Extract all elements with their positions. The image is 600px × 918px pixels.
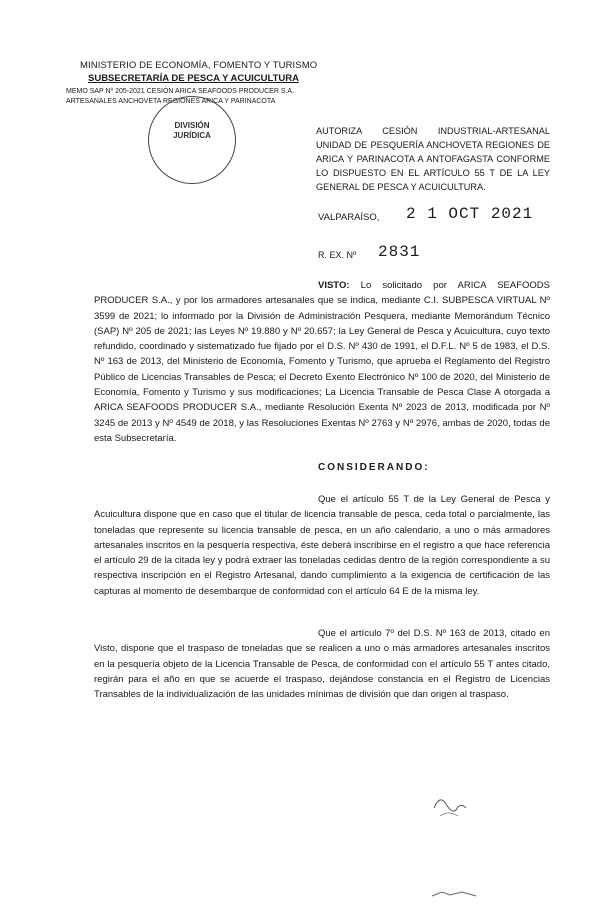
visto-paragraph <box>94 278 550 446</box>
resolution-number-label: R. EX. Nº <box>318 250 357 260</box>
memo-line-2: ARTESANALES ANCHOVETA REGIONES ARICA Y PARINACOTA <box>66 98 276 105</box>
ministry-name: MINISTERIO DE ECONOMÍA, FOMENTO Y TURISMO <box>80 60 318 71</box>
place-label: VALPARAÍSO, <box>318 212 380 223</box>
resolution-date: 2 1 OCT 2021 <box>406 205 534 223</box>
stamp-line-2: JURÍDICA <box>173 131 211 140</box>
stamp-line-1: DIVISIÓN <box>174 121 210 130</box>
scan-mark <box>430 888 490 900</box>
visto-text: Lo solicitado por ARICA SEAFOODS PRODUCER S.A., y por los armadores artesanales que se indica, mediante C.I. SUBPESCA VIRTUAL Nº 3599 de 2021; lo informado por la División de Administración Pesquera, mediante Memorándum Técnico (SAP) Nº 205 de 2021; las Leyes Nº 19.880 y Nº 20.657; la Ley General de Pesca y Acuicultura, cuyo texto refundido, coordinado y sistematizado fue fijado por el D.S. Nº 430 de 1991, el D.F.L. Nº 5 de 1983, el D.S. Nº 163 de 2013, del Ministerio de Economía, Fomento y Turismo, que aprueba el Reglamento del Registro Público de Licencias Transables de Pesca; el Decreto Exento Electrónico Nº 100 de 2020, del Ministerio de Economía, Fomento y Turismo y sus modificaciones; La Licencia Transable de Pesca Clase A otorgada a ARICA SEAFOODS PRODUCER S.A., mediante Resolución Exenta Nº 2023 de 2013, modificada por Nº 3245 de 2013 y Nº 4549 de 2018, y las Resoluciones Exentas Nº 2763 y Nº 2976, ambas de 2020, todas de esta Subsecretaría. <box>94 280 551 444</box>
initials-signature-mark <box>430 788 470 824</box>
considerando-paragraph-2: Que el artículo 7º del D.S. Nº 163 de 2013, citado en Visto, dispone que el traspaso de toneladas que se realicen a uno o más armadores artesanales inscritos en la pesquería objeto de la Licencia Transable de Pesca, de conformidad con el artículo 55 T antes citado, regirán para el año en que se acuerde el traspaso, dejándose constancia en el Registro de Licencias Transables de la individualización de las unidades mínimas de división que dan origen al traspaso. <box>94 628 550 701</box>
resolution-number: 2831 <box>378 243 421 261</box>
considerando-paragraph-1: Que el artículo 55 T de la Ley General de Pesca y Acuicultura dispone que en caso que el titular de licencia transable de pesca, ceda total o parcialmente, las toneladas que represente su licencia transable de pesca, en un año calendario, a uno o más armadores artesanales inscritos en la pesquería respectiva, éste deberá inscribirse en el registro a que hace referencia el artículo 29 de la citada ley y podrá extraer las toneladas cedidas dentro de la región correspondiente a su respectiva inscripción en el Registro Artesanal, dando cumplimiento a la exigencia de certificación de las capturas al momento de desembarque de conformidad con el artículo 64 E de la misma ley. <box>94 494 550 597</box>
division-juridica-stamp <box>148 96 236 184</box>
subsecretaria-name: SUBSECRETARÍA DE PESCA Y ACUICULTURA <box>88 73 299 84</box>
considerando-heading: CONSIDERANDO: <box>318 462 430 473</box>
visto-label: VISTO: <box>318 280 350 291</box>
resolution-title: AUTORIZA CESIÓN INDUSTRIAL-ARTESANAL UNIDAD DE PESQUERÍA ANCHOVETA REGIONES DE ARICA Y PARINACOTA A ANTOFAGASTA CONFORME LO DISPUESTO EN EL ARTÍCULO 55 T DE LA LEY GENERAL DE PESCA Y ACUICULTURA. <box>316 126 550 192</box>
memo-line-1: MEMO SAP Nº 205-2021 CESIÓN ARICA SEAFOODS PRODUCER S.A. <box>66 88 295 95</box>
